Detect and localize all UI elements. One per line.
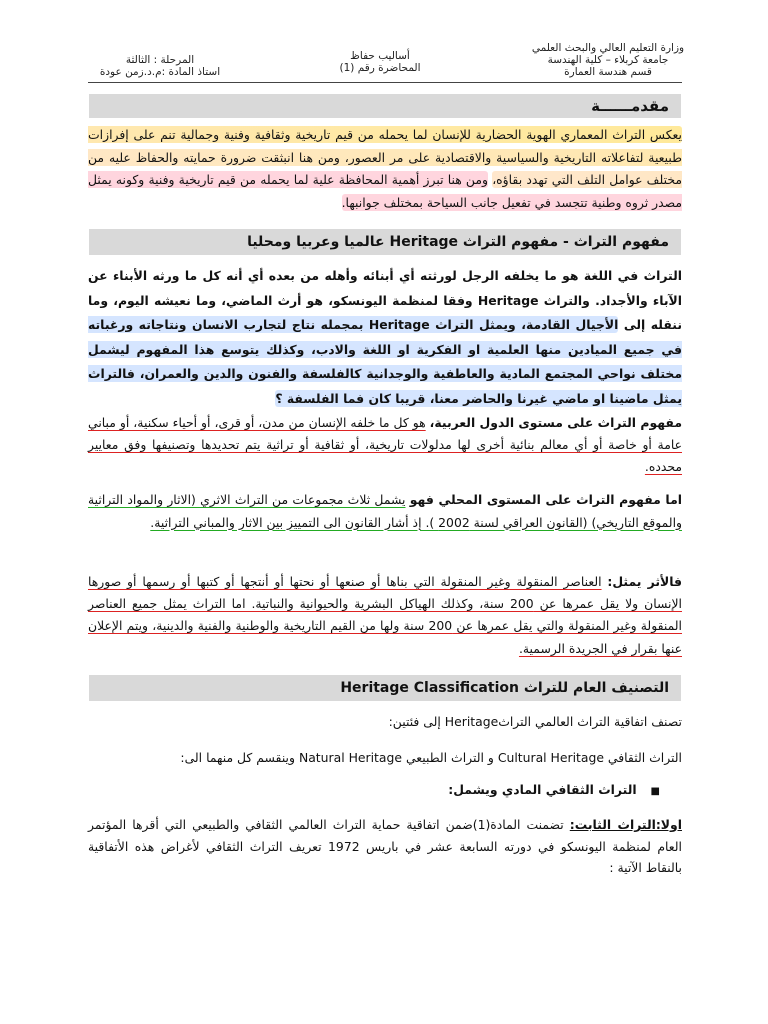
intro-highlight-yellow: يعكس التراث المعماري الهوية الحضارية للإنسان لما يحمله من قيم تاريخية وثقافية وفنية وجمالية تنم على إفرازات طبيعية لتفاعلاته التاريخية والسياسية والاقتصادية على مر العصور، ومن هنا انبثقت ضرورة حمايته والحفاظ عليه من مختلف عوامل التلف التي تهدد بقاؤه، <box>88 127 682 187</box>
heritage-language-definition: التراث في اللغة هو ما يخلفه الرجل لورثته أي أبنائه وأهله من بعده أي أنه كل ما ورثه الأبناء عن الآباء والأجداد. والتراث Heritage وفقا لمنظمة اليونسكو، هو أرث الماضي، وما نعيشه اليوم، وما ننقله إلى <box>88 268 682 333</box>
section-heading-intro: مقدمــــــة <box>89 94 681 118</box>
athar-lead: فالأثر يمثل: <box>607 574 682 589</box>
header-course-block <box>300 50 460 74</box>
local-level-lead: اما مفهوم التراث على المستوى المحلي فهو <box>409 492 682 507</box>
header-lecture-number: المحاضرة رقم (1) <box>339 62 421 74</box>
section-heading-heritage-concept: مفهوم التراث - مفهوم التراث Heritage عالميا وعربيا ومحليا <box>89 229 681 255</box>
header-course: أساليب حفاظ <box>350 50 410 62</box>
arab-level-paragraph <box>88 412 682 479</box>
fixed-heritage-lead: اولا:التراث الثابت: <box>569 817 682 832</box>
intro-paragraph <box>88 124 682 214</box>
local-level-text: يشمل ثلاث مجموعات من التراث الاثري (الاثار والمواد التراثية والموقع التاريخي) (القانون العراقي لسنة 2002 ). إذ أشار القانون الى التمييز بين الاثار والمباني التراثية. <box>88 492 682 530</box>
header-instructor: استاذ المادة :م.د.زمن عودة <box>99 66 221 78</box>
cultural-heritage-bullet-text: التراث الثقافي المادي ويشمل: <box>448 782 637 797</box>
bullet-square-icon: ■ <box>650 786 660 797</box>
heritage-definition-highlight-blue: الأجيال القادمة، ويمثل التراث Heritage بمجمله نتاج لتجارب الانسان ونتاجاته ورغباته في جميع الميادين منها العلمية او الفكرية او اللغة والادب، وكذلك يتوسع هذا المفهوم ليشمل مختلف نواحي المجتمع المادية والعاطفية والوجدانية كالفلسفة والفنون والدين والعمران، فالتراث يمثل ماضينا او ماضي غيرنا والحاضر معنا، قريبا كان فما الفلسفة ؟ <box>88 317 682 406</box>
cultural-heritage-bullet <box>88 780 682 802</box>
athar-text: العناصر المنقولة وغير المنقولة التي بناها أو صنعها أو نحتها أو أنتجها أو كتبها أو رسمها أو صورها الإنسان ولا يقل عمرها عن 200 سنة، وكذلك الهياكل البشرية والحيوانية والنباتية. اما التراث يمثل جميع العناصر المنقولة وغير المنقولة والتي يقل عمرها عن 200 سنة ولها من القيم التاريخية والوطنية والفنية والدينية، ويتم الإعلان عنها بقرار في الجريدة الرسمية. <box>88 574 682 656</box>
arab-level-text: هو كل ما خلفه الإنسان من مدن، أو قرى، أو أحياء سكنية، أو مباني عامة أو خاصة أو أي معالم بنائية أخرى لها مدلولات تاريخية، أو ثقافية أو تراثية يتم تحديدها وتصنيفها وفق معايير محدده. <box>88 415 682 475</box>
arab-level-lead: مفهوم التراث على مستوى الدول العربية، <box>429 415 682 430</box>
classification-intro: تصنف اتفاقية التراث العالمي التراثHeritage إلى فئتين: <box>388 714 682 729</box>
header-divider <box>88 82 682 83</box>
header-stage-block <box>80 54 240 78</box>
header-ministry: وزارة التعليم العالي والبحث العلمي <box>531 42 685 54</box>
fixed-heritage-paragraph <box>88 814 682 879</box>
athar-paragraph <box>88 571 682 660</box>
intro-highlight-pink: ومن هنا تبرز أهمية المحافظة علية لما يحمله من قيم تاريخية وفنية وكونه يمثل مصدر ثروه وطنية تتجسد في تفعيل جانب السياحة بمختلف جوانبها. <box>88 172 682 210</box>
header-university: جامعة كربلاء – كلية الهندسة <box>547 54 669 66</box>
section-heading-classification: التصنيف العام للتراث Heritage Classification <box>89 675 681 701</box>
header-ministry-block <box>508 42 708 78</box>
heritage-definition-paragraph <box>88 264 682 412</box>
local-level-paragraph <box>88 489 682 534</box>
fixed-heritage-text: تضمنت المادة(1)ضمن اتفاقية حماية التراث العالمي الثقافي والطبيعي التي أقرها المؤتمر العام لمنظمة اليونسكو في دورته السابعة عشر في باريس 1972 تعريف التراث الثقافي لأغراض هذه الأتفاقية بالنقاط الآتية : <box>88 817 682 875</box>
classification-categories: التراث الثقافي Cultural Heritage و التراث الطبيعي Natural Heritage وينقسم كل منهما الى: <box>180 750 682 765</box>
header-department: قسم هندسة العمارة <box>564 66 652 78</box>
header-stage: المرحلة : الثالثة <box>125 54 195 66</box>
